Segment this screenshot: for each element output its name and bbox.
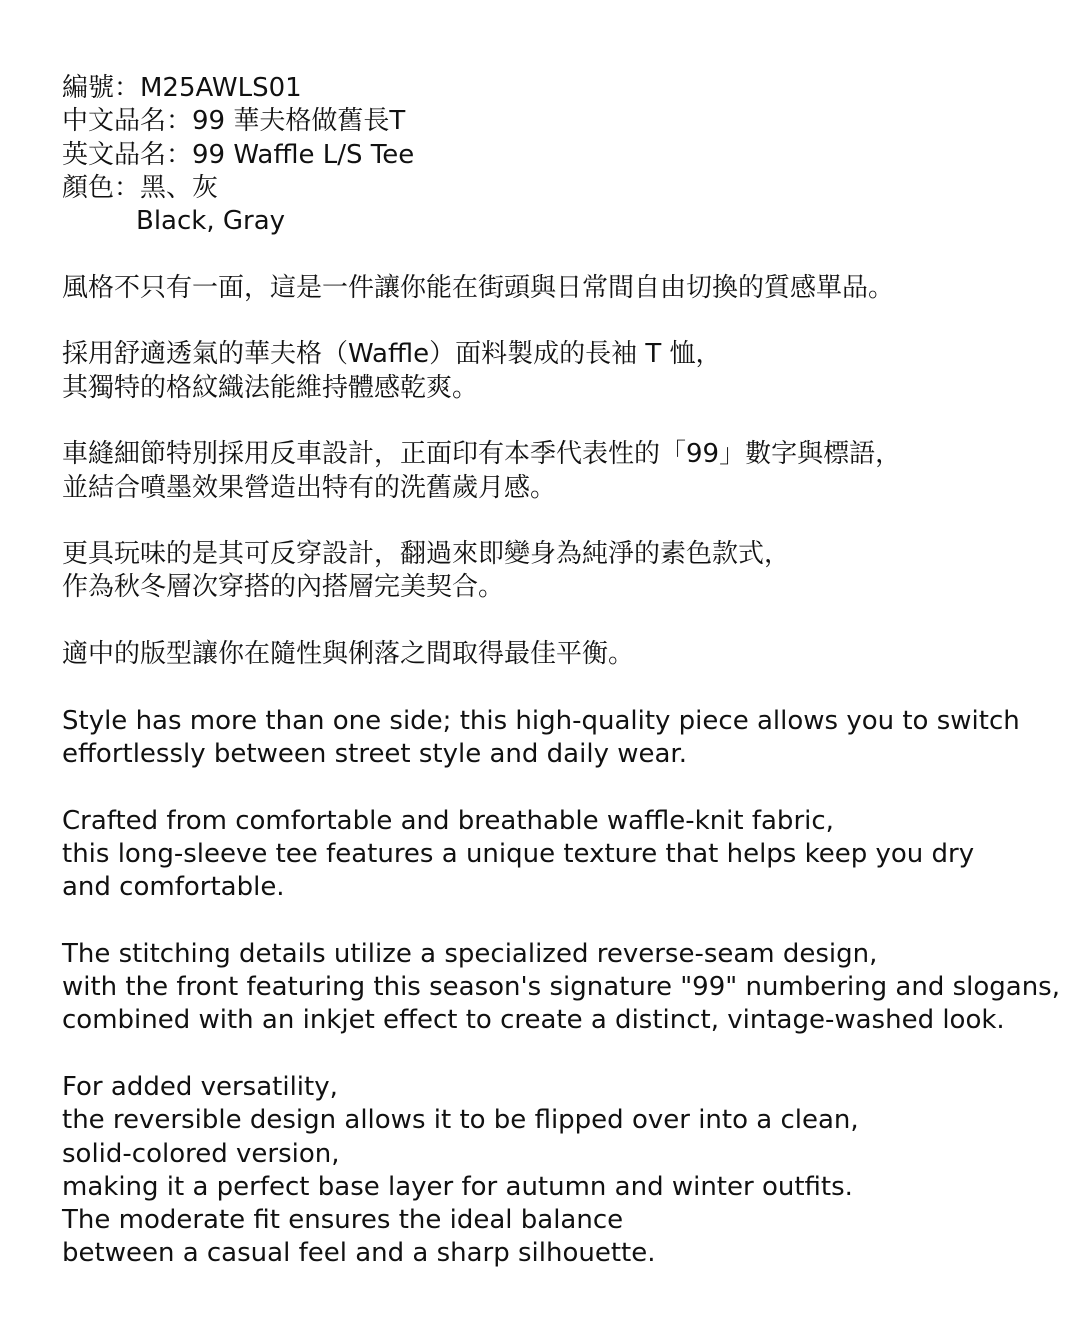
text-line: 作為秋冬層次穿搭的內搭層完美契合。	[62, 572, 505, 603]
text-line: effortlessly between street style and daily wear.	[62, 738, 687, 769]
spacer	[62, 771, 1062, 804]
text-line: combined with an inkjet effect to create a distinct, vintage-washed look.	[62, 1005, 1005, 1036]
zh-paragraph-3	[62, 438, 1062, 505]
zh-paragraph-4	[62, 538, 1062, 605]
text-line: Crafted from comfortable and breathable waffle-knit fabric,	[62, 805, 834, 836]
text-line: For added versatility,	[62, 1071, 338, 1102]
text-line: solid-colored version,	[62, 1138, 340, 1169]
spacer	[62, 505, 1062, 538]
text-line: The moderate fit ensures the ideal balance	[62, 1205, 624, 1236]
text-line: with the front featuring this season's signature "99" numbering and slogans,	[62, 972, 1060, 1003]
text-line: between a casual feel and a sharp silhouette.	[62, 1238, 656, 1269]
product-color-zh: 顏色：黑、灰	[62, 172, 219, 203]
spacer	[62, 605, 1062, 638]
spacer	[62, 405, 1062, 438]
text-line: Style has more than one side; this high-quality piece allows you to switch	[62, 705, 1020, 736]
text-line: 更具玩味的是其可反穿設計，翻過來即變身為純淨的素色款式，	[62, 539, 791, 570]
product-description-document	[62, 72, 1062, 1271]
text-line: 採用舒適透氣的華夫格（Waffle）面料製成的長袖 T 恤，	[62, 339, 722, 370]
spacer	[62, 904, 1062, 937]
spacer	[62, 671, 1062, 704]
zh-paragraph-2	[62, 338, 1062, 405]
product-meta	[62, 72, 1062, 238]
en-paragraph-1	[62, 705, 1062, 772]
product-name-en: 英文品名：99 Waffle L/S Tee	[62, 139, 415, 170]
spacer	[62, 238, 1062, 271]
text-line: 其獨特的格紋織法能維持體感乾爽。	[62, 372, 479, 403]
product-name-zh: 中文品名：99 華夫格做舊長T	[62, 106, 406, 137]
text-line: and comfortable.	[62, 872, 285, 903]
spacer	[62, 1038, 1062, 1071]
spacer	[62, 305, 1062, 338]
text-line: making it a perfect base layer for autumn and winter outfits.	[62, 1171, 853, 1202]
en-paragraph-2	[62, 805, 1062, 905]
product-color-en: Black, Gray	[136, 206, 286, 237]
text-line: 適中的版型讓你在隨性與俐落之間取得最佳平衡。	[62, 639, 635, 670]
en-paragraph-4	[62, 1071, 1062, 1271]
text-line: The stitching details utilize a specialized reverse-seam design,	[62, 938, 878, 969]
product-code: 編號：M25AWLS01	[62, 73, 302, 103]
zh-paragraph-1	[62, 272, 1062, 305]
text-line: 並結合噴墨效果營造出特有的洗舊歲月感。	[62, 472, 557, 503]
text-line: the reversible design allows it to be flipped over into a clean,	[62, 1105, 859, 1136]
zh-paragraph-5	[62, 638, 1062, 671]
text-line: 車縫細節特別採用反車設計，正面印有本季代表性的「99」數字與標語，	[62, 439, 902, 470]
en-paragraph-3	[62, 938, 1062, 1038]
text-line: 風格不只有一面，這是一件讓你能在街頭與日常間自由切換的質感單品。	[62, 272, 895, 303]
text-line: this long-sleeve tee features a unique texture that helps keep you dry	[62, 838, 975, 869]
